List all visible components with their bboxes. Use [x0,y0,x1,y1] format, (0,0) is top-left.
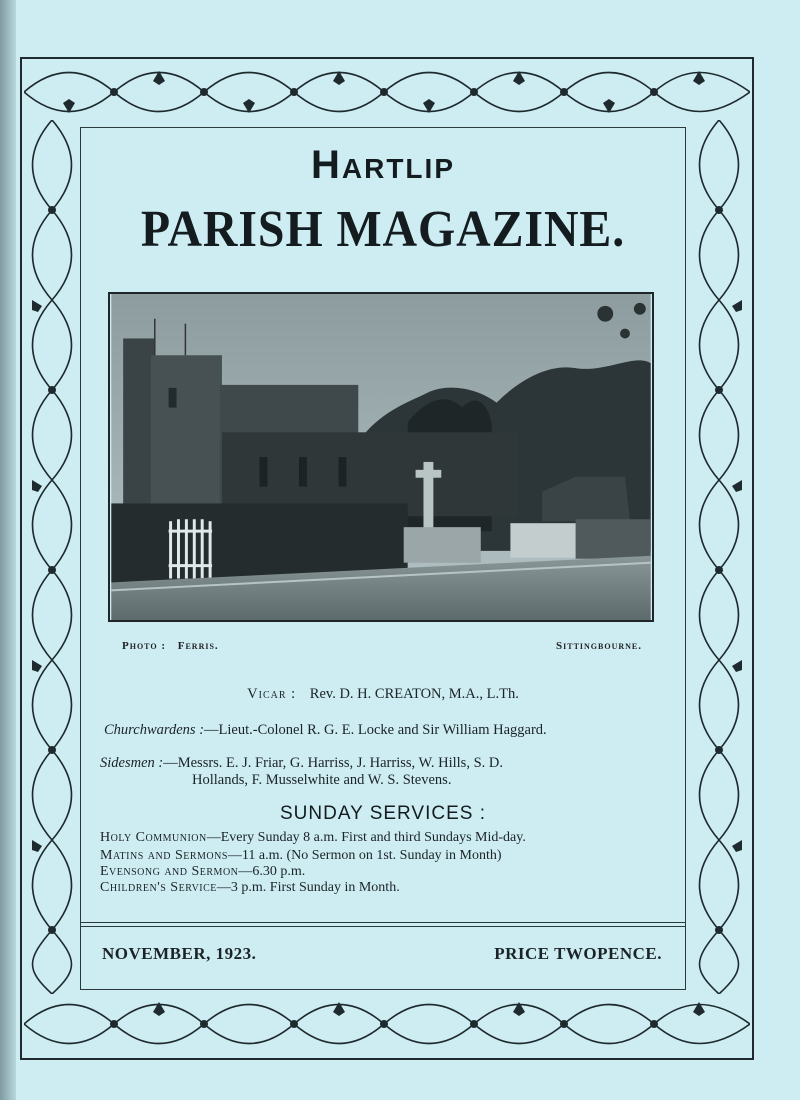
church-photograph [108,292,654,622]
masthead-hartlip: Hartlip [311,143,455,187]
floral-border-bottom [24,992,750,1056]
churchwardens-label: Churchwardens : [104,722,205,738]
sidesmen-label: Sidesmen : [100,755,164,771]
vicar-name: Rev. D. H. CREATON, M.A., L.Th. [309,686,519,702]
photo-credit [122,640,219,652]
vicar-line [80,686,686,703]
vicar-label: Vicar : [247,686,297,702]
issue-date: NOVEMBER, 1923. [102,944,257,963]
service-item [100,880,400,896]
divider-rule [80,926,686,927]
sidesmen-line-1 [100,755,503,772]
floral-border-right [688,120,750,994]
service-name: Matins and Sermons [100,848,228,863]
service-detail: —Every Sunday 8 a.m. First and third Sundays Mid-day. [206,830,526,845]
service-detail: —11 a.m. (No Sermon on 1st. Sunday in Month) [227,848,502,863]
floral-border-left [24,120,80,994]
photo-credit-label: Photo : [122,640,166,652]
service-name: Evensong and Sermon [100,864,239,879]
book-spine-shadow [0,0,16,1100]
service-detail: —3 p.m. First Sunday in Month. [216,880,400,895]
divider-rule [80,922,686,923]
service-item [100,830,526,846]
issue-price: PRICE TWOPENCE. [494,944,662,963]
photo-credit-name: Ferris. [177,640,219,652]
churchwardens-text: —Lieut.-Colonel R. G. E. Locke and Sir William Haggard. [204,722,547,738]
service-name: Children's Service [100,880,217,895]
sidesmen-line-2: Hollands, F. Musselwhite and W. S. Stevens. [192,772,452,788]
masthead-parish-magazine: PARISH MAGAZINE. [140,201,626,258]
service-item [100,864,305,880]
service-name: Holy Communion [100,830,207,845]
sidesmen-text-1: —Messrs. E. J. Friar, G. Harriss, J. Harriss, W. Hills, S. D. [163,755,503,771]
photo-location: Sittingbourne. [556,640,642,652]
service-item [100,848,502,864]
churchwardens-line [104,722,547,739]
sunday-services-heading: SUNDAY SERVICES : [279,803,486,824]
service-detail: —6.30 p.m. [238,864,306,879]
floral-border-top [24,61,750,123]
